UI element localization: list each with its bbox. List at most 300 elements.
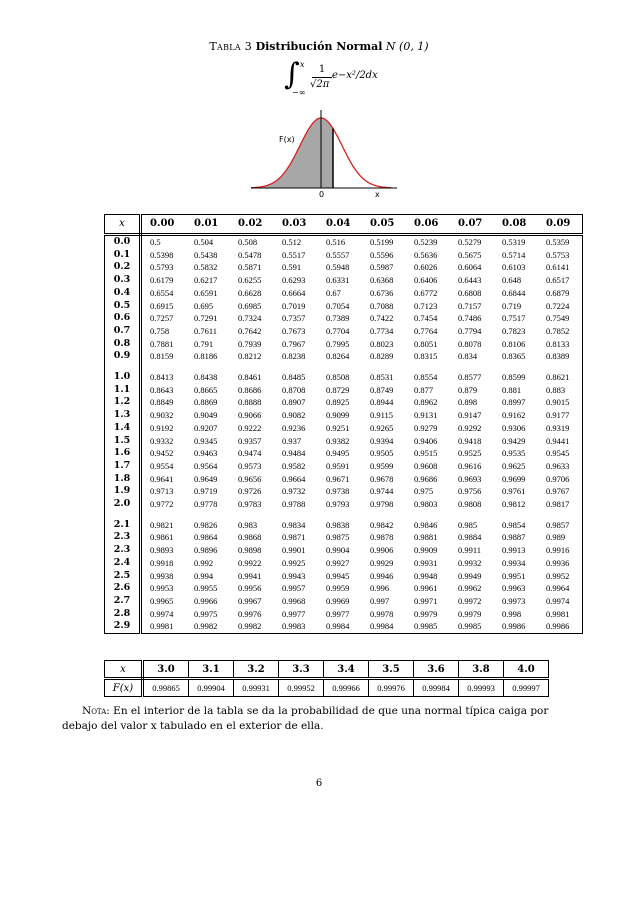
table-cell: 0.508 [238, 237, 258, 247]
table-cell: 0.5398 [150, 249, 174, 260]
table-cell: 0.6808 [458, 287, 482, 298]
column-header: 0.08 [494, 215, 538, 235]
table-cell: 0.9066 [238, 410, 262, 421]
table-cell: 0.6255 [238, 275, 262, 286]
note-label: Nota: [82, 705, 110, 717]
table-cell: 0.8554 [414, 372, 438, 383]
table-cell: 0.9738 [326, 486, 350, 497]
table-cell: 0.9986 [538, 620, 583, 633]
table-cell: 0.9966 [194, 595, 218, 606]
table-cell: 0.7734 [370, 325, 394, 336]
integral-upper-bound: x [300, 60, 305, 69]
spacer-cell [494, 511, 538, 519]
table-cell: 0.7291 [194, 313, 218, 324]
table-cell: 0.8365 [502, 351, 526, 362]
table-cell: 0.5199 [370, 237, 394, 247]
cdf-formula [280, 58, 390, 104]
table-cell: 0.8133 [538, 338, 583, 351]
table-cell: 0.9515 [414, 448, 438, 459]
table-cell: 0.9984 [362, 620, 406, 633]
table-cell: 0.9671 [326, 473, 350, 484]
extended-x-value: 3.8 [459, 661, 504, 679]
row-header: 0.4 [105, 287, 141, 300]
table-cell: 0.7967 [282, 338, 306, 349]
table-caption [0, 40, 638, 53]
table-cell: 0.9332 [150, 435, 174, 446]
table-cell: 0.9842 [370, 519, 394, 530]
table-cell: 0.6879 [538, 287, 583, 300]
table-cell: 0.8485 [282, 372, 306, 383]
extended-fx-label: F(x) [105, 679, 143, 697]
table-cell: 0.6985 [238, 300, 262, 311]
column-header: 0.07 [450, 215, 494, 235]
table-cell: 0.9951 [502, 570, 526, 581]
table-header-row [105, 215, 583, 235]
table-cell: 0.9525 [458, 448, 482, 459]
table-cell: 0.67 [326, 287, 341, 298]
row-header: 0.8 [105, 338, 141, 351]
table-cell: 0.9582 [282, 460, 306, 471]
table-cell: 0.6217 [194, 275, 218, 286]
table-cell: 0.5675 [458, 249, 482, 260]
table-row [105, 447, 583, 460]
table-cell: 0.989 [538, 531, 583, 544]
spacer-cell [318, 363, 362, 371]
table-cell: 0.9878 [370, 532, 394, 543]
table-cell: 0.9846 [414, 519, 438, 530]
table-row [105, 312, 583, 325]
table-cell: 0.9974 [538, 595, 583, 608]
table-cell: 0.9015 [538, 396, 583, 409]
table-cell: 0.7389 [326, 313, 350, 324]
table-cell: 0.9906 [370, 545, 394, 556]
table-cell: 0.9979 [414, 608, 438, 619]
table-row [105, 274, 583, 287]
table-cell: 0.8212 [238, 351, 262, 362]
row-header: 2.3 [105, 544, 141, 557]
block-spacer [105, 511, 583, 519]
table-cell: 0.8461 [238, 372, 262, 383]
table-cell: 0.7549 [538, 312, 583, 325]
table-cell: 0.6064 [458, 262, 482, 273]
table-cell: 0.9931 [414, 557, 438, 568]
table-cell: 0.7123 [414, 300, 438, 311]
spacer-cell [494, 363, 538, 371]
table-cell: 0.5987 [370, 262, 394, 273]
distribution-notation: N (0, 1) [385, 40, 429, 53]
table-row [105, 460, 583, 473]
normal-distribution-table [104, 214, 583, 634]
table-cell: 0.5948 [326, 262, 350, 273]
table-cell: 0.9929 [370, 557, 394, 568]
spacer-cell [450, 511, 494, 519]
table-row [105, 435, 583, 448]
table-cell: 0.9821 [150, 519, 174, 530]
spacer-cell [450, 363, 494, 371]
table-row [105, 235, 583, 249]
table-cell: 0.9868 [238, 532, 262, 543]
table-cell: 0.5871 [238, 262, 262, 273]
table-cell: 0.9207 [194, 422, 218, 433]
table-cell: 0.5793 [150, 262, 174, 273]
row-header: 1.8 [105, 473, 141, 486]
table-cell: 0.5596 [370, 249, 394, 260]
table-cell: 0.9884 [458, 532, 482, 543]
extended-x-value: 4.0 [504, 661, 549, 679]
table-cell: 0.8078 [458, 338, 482, 349]
table-cell: 0.6179 [150, 275, 174, 286]
table-cell: 0.9985 [450, 620, 494, 633]
table-cell: 0.5517 [282, 249, 306, 260]
table-cell: 0.9982 [230, 620, 274, 633]
table-cell: 0.9357 [238, 435, 262, 446]
table-cell: 0.9934 [502, 557, 526, 568]
note-text: En el interior de la tabla se da la probabilidad de que una normal típica caiga por debajo del valor x tabulado en el exterior de ella. [62, 705, 549, 732]
table-cell: 0.877 [414, 384, 434, 395]
table-row [105, 422, 583, 435]
table-row [105, 557, 583, 570]
table-cell: 0.9971 [414, 595, 438, 606]
table-cell: 0.985 [458, 519, 478, 530]
table-row [105, 485, 583, 498]
spacer-cell [141, 363, 187, 371]
table-cell: 0.7823 [502, 325, 526, 336]
table-cell: 0.8106 [502, 338, 526, 349]
spacer-cell [274, 363, 318, 371]
table-cell: 0.8577 [458, 372, 482, 383]
table-cell: 0.9649 [194, 473, 218, 484]
table-cell: 0.7794 [458, 325, 482, 336]
table-cell: 0.9901 [282, 545, 306, 556]
column-header: 0.03 [274, 215, 318, 235]
table-cell: 0.8869 [194, 397, 218, 408]
table-cell: 0.9099 [326, 410, 350, 421]
table-cell: 0.9887 [502, 532, 526, 543]
table-cell: 0.9913 [502, 545, 526, 556]
row-header: 2.8 [105, 608, 141, 621]
table-cell: 0.9803 [414, 499, 438, 510]
table-cell: 0.6844 [502, 287, 526, 298]
table-cell: 0.9949 [458, 570, 482, 581]
spacer-cell [538, 363, 583, 371]
extended-fx-value: 0.99984 [414, 679, 459, 697]
table-cell: 0.7054 [326, 300, 350, 311]
table-cell: 0.9976 [238, 608, 262, 619]
table-cell: 0.9977 [326, 608, 350, 619]
table-row [105, 300, 583, 313]
extended-fx-value: 0.99952 [279, 679, 324, 697]
integral-sign: ∫ [284, 57, 300, 92]
table-cell: 0.9406 [414, 435, 438, 446]
table-cell: 0.8531 [370, 372, 394, 383]
y-axis-label: F(x) [279, 135, 295, 144]
table-cell: 0.9726 [238, 486, 262, 497]
extended-value-row [105, 679, 549, 697]
block-spacer [105, 363, 583, 371]
table-cell: 0.504 [194, 237, 214, 247]
table-cell: 0.9505 [370, 448, 394, 459]
table-cell: 0.9693 [458, 473, 482, 484]
table-cell: 0.983 [238, 519, 258, 530]
table-cell: 0.7019 [282, 300, 306, 311]
table-cell: 0.9959 [326, 583, 350, 594]
table-cell: 0.9554 [150, 460, 174, 471]
table-cell: 0.9793 [326, 499, 350, 510]
table-cell: 0.9911 [458, 545, 482, 556]
table-cell: 0.8944 [370, 397, 394, 408]
column-header-x: x [105, 215, 141, 235]
table-cell: 0.9969 [326, 595, 350, 606]
table-cell: 0.9279 [414, 422, 438, 433]
table-cell: 0.997 [370, 595, 390, 606]
table-cell: 0.9778 [194, 499, 218, 510]
column-header: 0.02 [230, 215, 274, 235]
table-row [105, 531, 583, 544]
table-cell: 0.8888 [238, 397, 262, 408]
table-cell: 0.8907 [282, 397, 306, 408]
row-header: 0.5 [105, 300, 141, 313]
table-cell: 0.9345 [194, 435, 218, 446]
table-cell: 0.9955 [194, 583, 218, 594]
column-header: 0.06 [406, 215, 450, 235]
extended-x-value: 3.6 [414, 661, 459, 679]
table-cell: 0.7611 [194, 325, 218, 336]
table-cell: 0.9968 [282, 595, 306, 606]
table-cell: 0.9236 [282, 422, 306, 433]
table-cell: 0.9429 [502, 435, 526, 446]
table-cell: 0.6736 [370, 287, 394, 298]
table-cell: 0.9713 [150, 486, 174, 497]
table-cell: 0.9875 [326, 532, 350, 543]
table-cell: 0.6368 [370, 275, 394, 286]
table-cell: 0.591 [282, 262, 302, 273]
extended-fx-value: 0.99966 [324, 679, 369, 697]
table-cell: 0.9761 [502, 486, 526, 497]
table-cell: 0.9864 [194, 532, 218, 543]
table-cell: 0.8264 [326, 351, 350, 362]
integral-lower-bound: −∞ [292, 88, 306, 97]
table-cell: 0.7939 [238, 338, 262, 349]
row-header: 1.2 [105, 396, 141, 409]
table-cell: 0.9292 [458, 422, 482, 433]
table-cell: 0.9938 [150, 570, 174, 581]
table-cell: 0.9983 [274, 620, 318, 633]
table-cell: 0.9961 [414, 583, 438, 594]
table-row [105, 608, 583, 621]
table-cell: 0.5636 [414, 249, 438, 260]
table-row [105, 620, 583, 633]
table-cell: 0.8621 [538, 371, 583, 384]
table-row [105, 544, 583, 557]
table-cell: 0.791 [194, 338, 214, 349]
table-cell: 0.512 [282, 237, 302, 247]
table-cell: 0.9936 [538, 557, 583, 570]
table-cell: 0.8599 [502, 372, 526, 383]
table-cell: 0.9984 [318, 620, 362, 633]
table-cell: 0.5239 [414, 237, 438, 247]
table-cell: 0.9599 [370, 460, 394, 471]
table-cell: 0.998 [502, 608, 522, 619]
table-cell: 0.8997 [502, 397, 526, 408]
spacer-cell [186, 511, 230, 519]
table-cell: 0.7324 [238, 313, 262, 324]
table-cell: 0.9812 [502, 499, 526, 510]
extended-x-value: 3.4 [324, 661, 369, 679]
row-header: 0.7 [105, 325, 141, 338]
table-cell: 0.7257 [150, 313, 174, 324]
table-cell: 0.879 [458, 384, 478, 395]
extended-values-table [104, 660, 549, 697]
spacer-cell [406, 363, 450, 371]
table-cell: 0.7517 [502, 313, 526, 324]
table-cell: 0.9978 [370, 608, 394, 619]
table-cell: 0.9861 [150, 532, 174, 543]
table-cell: 0.9756 [458, 486, 482, 497]
table-cell: 0.9982 [186, 620, 230, 633]
table-row [105, 409, 583, 422]
table-cell: 0.975 [414, 486, 434, 497]
row-header: 1.4 [105, 422, 141, 435]
table-cell: 0.648 [502, 275, 522, 286]
table-cell: 0.9441 [538, 435, 583, 448]
table-cell: 0.9904 [326, 545, 350, 556]
row-header: 0.3 [105, 274, 141, 287]
table-cell: 0.9633 [538, 460, 583, 473]
spacer-cell [105, 363, 141, 371]
row-header: 0.1 [105, 249, 141, 262]
table-cell: 0.9798 [370, 499, 394, 510]
table-cell: 0.8665 [194, 384, 218, 395]
table-cell: 0.937 [282, 435, 302, 446]
table-cell: 0.9564 [194, 460, 218, 471]
table-cell: 0.516 [326, 237, 346, 247]
spacer-cell [406, 511, 450, 519]
table-cell: 0.9463 [194, 448, 218, 459]
table-row [105, 595, 583, 608]
table-cell: 0.9922 [238, 557, 262, 568]
table-cell: 0.7852 [538, 325, 583, 338]
table-cell: 0.7486 [458, 313, 482, 324]
table-cell: 0.9896 [194, 545, 218, 556]
table-cell: 0.6406 [414, 275, 438, 286]
table-cell: 0.695 [194, 300, 214, 311]
row-header: 2.7 [105, 595, 141, 608]
table-cell: 0.758 [150, 325, 170, 336]
table-cell: 0.9909 [414, 545, 438, 556]
table-cell: 0.9699 [502, 473, 526, 484]
table-cell: 0.9857 [538, 519, 583, 532]
table-cell: 0.9975 [194, 608, 218, 619]
table-cell: 0.7088 [370, 300, 394, 311]
fraction-numerator: 1 [318, 64, 326, 75]
row-header: 1.0 [105, 371, 141, 384]
table-cell: 0.5753 [538, 249, 583, 262]
row-header: 1.9 [105, 485, 141, 498]
extended-fx-value: 0.99865 [143, 679, 189, 697]
table-cell: 0.8708 [282, 384, 306, 395]
row-header: 1.6 [105, 447, 141, 460]
table-cell: 0.9767 [538, 485, 583, 498]
table-cell: 0.9744 [370, 486, 394, 497]
row-header: 0.6 [105, 312, 141, 325]
table-cell: 0.9932 [458, 557, 482, 568]
table-row [105, 371, 583, 384]
row-header: 2.6 [105, 582, 141, 595]
table-cell: 0.7642 [238, 325, 262, 336]
table-cell: 0.996 [370, 583, 390, 594]
table-cell: 0.9162 [502, 410, 526, 421]
page-number: 6 [315, 778, 323, 789]
table-cell: 0.9826 [194, 519, 218, 530]
table-cell: 0.9732 [282, 486, 306, 497]
spacer-cell [186, 363, 230, 371]
table-cell: 0.9981 [538, 608, 583, 621]
table-cell: 0.881 [502, 384, 522, 395]
table-cell: 0.9625 [502, 460, 526, 471]
table-cell: 0.9854 [502, 519, 526, 530]
column-header: 0.09 [538, 215, 583, 235]
table-cell: 0.9319 [538, 422, 583, 435]
table-cell: 0.6915 [150, 300, 174, 311]
table-cell: 0.5 [150, 237, 161, 247]
table-cell: 0.8051 [414, 338, 438, 349]
table-cell: 0.9952 [538, 570, 583, 583]
table-cell: 0.9306 [502, 422, 526, 433]
table-cell: 0.5557 [326, 249, 350, 260]
extended-fx-value: 0.99997 [504, 679, 549, 697]
row-header: 1.3 [105, 409, 141, 422]
table-cell: 0.5438 [194, 249, 218, 260]
extended-fx-value: 0.99931 [234, 679, 279, 697]
spacer-cell [105, 511, 141, 519]
table-cell: 0.9418 [458, 435, 482, 446]
table-cell: 0.9664 [282, 473, 306, 484]
table-cell: 0.7881 [150, 338, 174, 349]
table-cell: 0.9943 [282, 570, 306, 581]
spacer-cell [362, 363, 406, 371]
row-header: 1.5 [105, 435, 141, 448]
column-header: 0.00 [141, 215, 187, 235]
table-cell: 0.9082 [282, 410, 306, 421]
table-cell: 0.9963 [502, 583, 526, 594]
table-cell: 0.8023 [370, 338, 394, 349]
table-cell: 0.7764 [414, 325, 438, 336]
table-cell: 0.6517 [538, 274, 583, 287]
row-header: 2.4 [105, 557, 141, 570]
table-cell: 0.6331 [326, 275, 350, 286]
column-header: 0.01 [186, 215, 230, 235]
table-cell: 0.7995 [326, 338, 350, 349]
extended-fx-value: 0.99993 [459, 679, 504, 697]
table-cell: 0.8749 [370, 384, 394, 395]
table-cell: 0.8508 [326, 372, 350, 383]
table-cell: 0.8925 [326, 397, 350, 408]
table-cell: 0.8686 [238, 384, 262, 395]
table-number: Tabla 3 [209, 40, 253, 53]
table-cell: 0.9957 [282, 583, 306, 594]
table-cell: 0.8159 [150, 351, 174, 362]
extended-x-value: 3.5 [369, 661, 414, 679]
table-cell: 0.7673 [282, 325, 306, 336]
spacer-cell [274, 511, 318, 519]
table-cell: 0.9962 [458, 583, 482, 594]
extended-fx-value: 0.99904 [189, 679, 234, 697]
table-cell: 0.9956 [238, 583, 262, 594]
table-cell: 0.9641 [150, 473, 174, 484]
table-row [105, 519, 583, 532]
table-cell: 0.9484 [282, 448, 306, 459]
table-cell: 0.9918 [150, 557, 174, 568]
